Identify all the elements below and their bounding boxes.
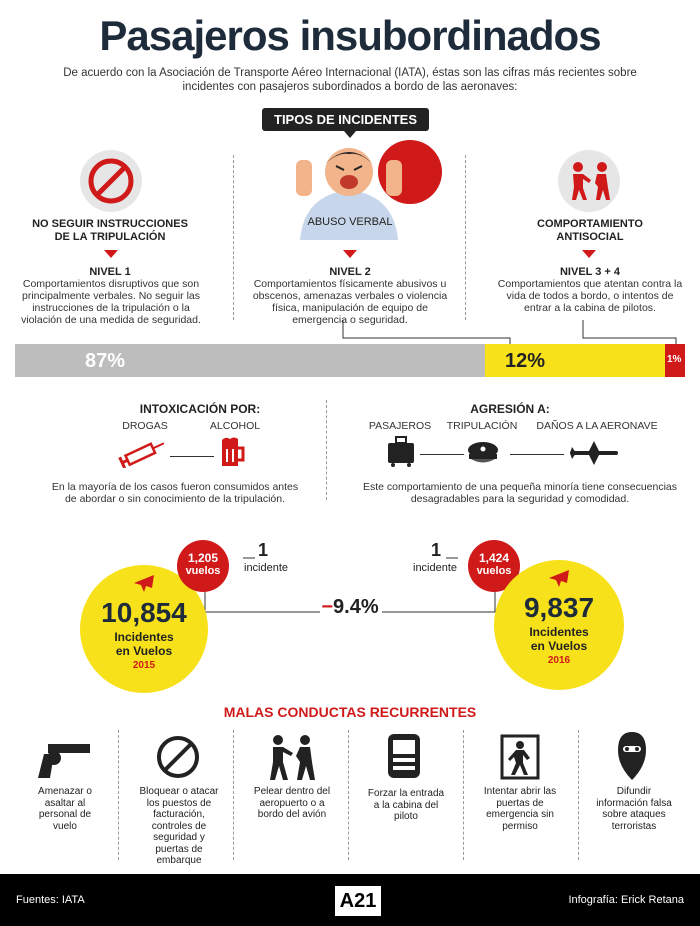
divider [118, 730, 119, 860]
a21-logo: A21 [335, 886, 381, 916]
incident-2015-label: incidente [244, 562, 289, 574]
syringe-icon [118, 438, 168, 473]
change-text: 9.4% [333, 596, 379, 618]
intox-drugs-label: DROGAS [122, 420, 168, 432]
divider [326, 400, 327, 500]
aggression-heading: AGRESIÓN A: [470, 402, 550, 416]
pointer-arrow [582, 250, 596, 258]
connector-line [420, 454, 464, 455]
airplane-icon [132, 573, 156, 593]
conduct-text: Difundir información falsa sobre ataques terroristas [596, 786, 672, 832]
stats-2015-year: 2015 [132, 660, 156, 671]
stats-2015-label: Incidentes en Vuelos [114, 630, 174, 658]
pointer-arrow [104, 250, 118, 258]
airplane-icon [568, 440, 620, 471]
bar-label: 12% [505, 350, 546, 372]
luggage-icon [386, 436, 416, 473]
airplane-icon [547, 568, 571, 588]
change-value: −9.4% [321, 596, 379, 618]
fighting-icon [558, 150, 620, 212]
stats-2016-circle [494, 560, 624, 690]
bar-connectors [0, 320, 700, 346]
pilot-cap-icon [466, 440, 500, 471]
conduct-text: Amenazar o asaltar al personal de vuelo [38, 786, 92, 832]
flights-2015-unit: vuelos [185, 565, 221, 577]
one-2016: 1 [431, 540, 442, 560]
conduct-text: Bloquear o atacar los puestos de facturación, controles de seguridad y puertas de embarque [139, 786, 219, 866]
divider [465, 155, 466, 320]
beer-mug-icon [218, 436, 248, 473]
flights-2015-bubble [177, 540, 229, 592]
stats-2015-value: 10,854 [101, 597, 187, 628]
footer [0, 874, 700, 926]
bar-nivel-3 [665, 344, 685, 377]
type-level: NIVEL 2 [329, 266, 371, 278]
flights-2016-unit: vuelos [476, 565, 512, 577]
footer-source: Fuentes: IATA [16, 894, 85, 906]
type-label: ABUSO VERBAL [307, 216, 393, 228]
conduct-text: Forzar la entrada a la cabina del piloto [367, 788, 445, 822]
bar-nivel-1 [15, 344, 485, 377]
divider [578, 730, 579, 860]
type-level: NIVEL 3 + 4 [559, 266, 621, 278]
page-subtitle: De acuerdo con la Asociación de Transporte Aéreo Internacional (IATA), éstas son las cifras más recientes sobre incidentes con pasajeros subordinados a bordo de las aeronaves: [63, 67, 637, 93]
flights-2016-value: 1,424 [478, 551, 510, 565]
emergency-exit-icon [500, 734, 540, 785]
pointer-arrow [343, 250, 357, 258]
connector-line [510, 454, 564, 455]
bar-nivel-2 [485, 344, 665, 377]
cockpit-door-icon [386, 732, 422, 787]
flights-2015-value: 1,205 [187, 551, 219, 565]
footer-credit: Infografía: Erick Retana [568, 894, 684, 906]
stats-2016-label: Incidentes en Vuelos [529, 625, 589, 653]
connector-line [170, 456, 214, 457]
intox-alcohol-label: ALCOHOL [209, 420, 261, 432]
stats-2016-year: 2016 [547, 655, 571, 666]
one-2015: 1 [258, 540, 269, 560]
bar-label: 1% [667, 354, 682, 365]
incident-2016-label: incidente [413, 562, 458, 574]
divider [233, 155, 234, 320]
no-sign-icon [80, 150, 142, 212]
type-label: NO SEGUIR INSTRUCCIONES DE LA TRIPULACIÓN [32, 218, 188, 243]
bar-label: 87% [85, 350, 126, 372]
aggression-passengers-label: PASAJEROS [368, 420, 432, 432]
no-sign-icon [155, 734, 201, 785]
type-desc: Comportamientos disruptivos que son principalmente verbales. No seguir las instrucciones de la tripulación o la violación de una medida de seguridad. [21, 278, 201, 326]
type-desc: Comportamientos que atentan contra la vida de todos a bordo, o intentos de entrar a la cabina de pilotos. [497, 278, 683, 314]
divider [233, 730, 234, 860]
page-title: Pasajeros insubordinados [99, 12, 601, 59]
intox-heading: INTOXICACIÓN POR: [139, 402, 261, 416]
stats-2016-value: 9,837 [523, 592, 595, 623]
masked-person-icon [612, 730, 652, 787]
type-level: NIVEL 1 [89, 266, 131, 278]
conduct-text: Intentar abrir las puertas de emergencia sin permiso [483, 786, 557, 832]
type-desc: Comportamientos físicamente abusivos u obscenos, amenazas verbales o violencia física, manipulación de equipo de emergencia o seguridad. [252, 278, 448, 326]
divider [348, 730, 349, 860]
divider [463, 730, 464, 860]
conduct-text: Pelear dentro del aeropuerto o a bordo del avión [253, 786, 331, 820]
heading-pointer [344, 131, 356, 138]
revolver-icon [34, 740, 92, 785]
aggression-aircraft-label: DAÑOS A LA AERONAVE [536, 420, 658, 432]
aggression-crew-label: TRIPULACIÓN [446, 420, 518, 432]
aggression-desc: Este comportamiento de una pequeña minoría tiene consecuencias desagradables para la seguridad y comodidad. [362, 481, 678, 505]
types-heading: TIPOS DE INCIDENTES [262, 108, 429, 131]
intox-desc: En la mayoría de los casos fueron consumidos antes de abordar o sin conocimiento de la tripulación. [51, 481, 299, 505]
fighting-icon [265, 734, 317, 787]
type-label: COMPORTAMIENTO ANTISOCIAL [537, 218, 643, 243]
conducts-heading: MALAS CONDUCTAS RECURRENTES [223, 704, 477, 720]
